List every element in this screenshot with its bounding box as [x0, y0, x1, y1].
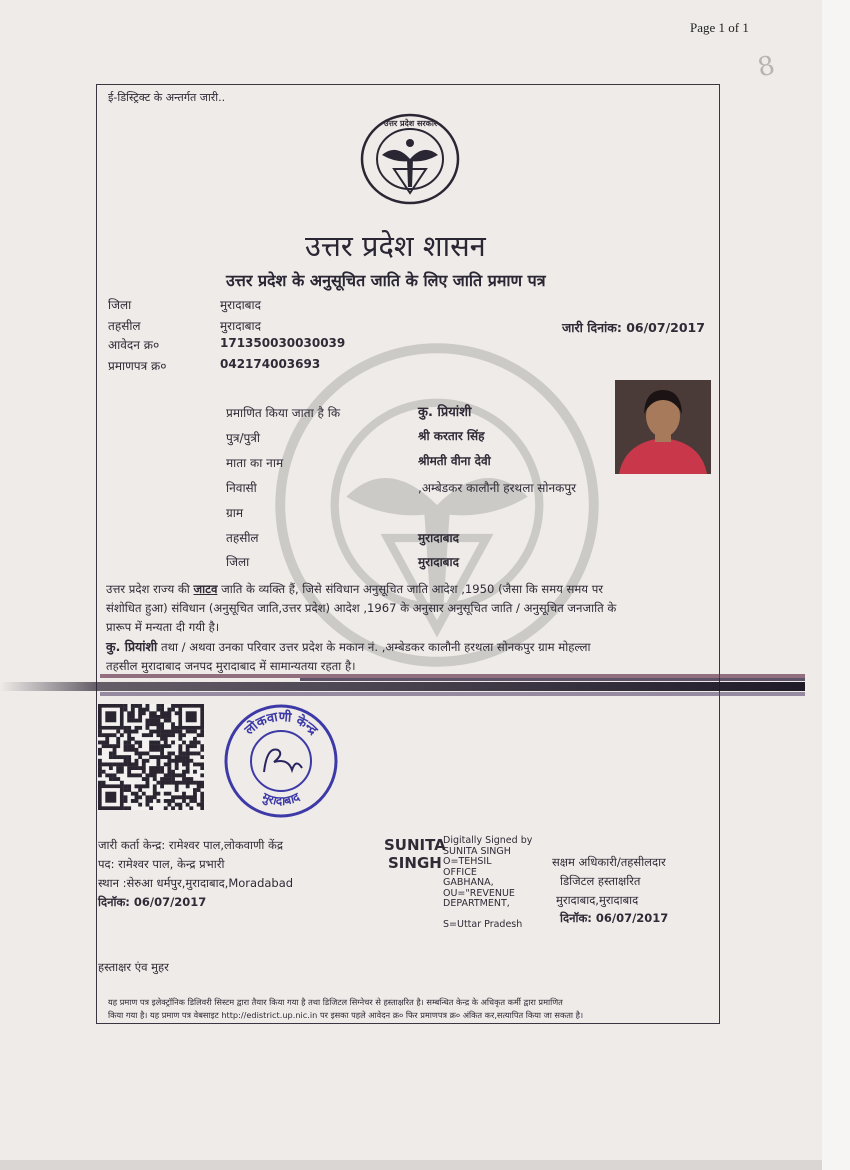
- handwritten-mark: 8: [755, 50, 778, 84]
- holder-name: कु. प्रियांशी: [418, 405, 472, 420]
- resident-value: ,अम्बेडकर कालौनी हरथला सोनकपुर: [418, 481, 577, 495]
- issuer-post: पद: रामेश्वर पाल, केन्द्र प्रभारी: [98, 857, 225, 871]
- paragraph-text: तथा / अथवा उनका परिवार उत्तर प्रदेश के मकान नं. ,अम्बेडकर कालौनी हरथला सोनकपुर ग्राम मोहल्ला: [157, 640, 591, 654]
- signature-line: S=Uttar Pradesh: [443, 918, 523, 930]
- paragraph-text: जाति के व्यक्ति हैं, जिसे संविधान अनुसूचित जाति आदेश ,1950 (जैसा कि समय समय पर: [217, 582, 604, 596]
- parent-label: पुत्र/पुत्री: [226, 431, 261, 445]
- authority-line-2: डिजिटल हस्ताक्षरित: [560, 874, 641, 888]
- certificate-paragraph: [106, 580, 706, 676]
- village-label: ग्राम: [226, 506, 244, 520]
- issuer-place: स्थान :सेरुआ धर्मपुर,मुरादाबाद,Moradabad: [98, 876, 294, 890]
- signature-line: O=TEHSIL: [443, 856, 492, 867]
- paragraph-line-3: प्रारूप में मन्यता दी गयी है।: [106, 620, 220, 634]
- signature-line: SUNITA SINGH: [443, 845, 511, 857]
- signature-line: Digitally Signed by: [443, 835, 533, 846]
- certificate-no-value: 042174003693: [220, 357, 321, 371]
- issue-date: जारी दिनांक: 06/07/2017: [562, 320, 705, 335]
- resident-label: निवासी: [226, 481, 257, 495]
- page-number: Page 1 of 1: [690, 20, 749, 35]
- footer-line-1: यह प्रमाण पत्र इलेक्ट्रॉनिक डिलिवरी सिस्टम द्वारा तैयार किया गया है तथा डिजिटल सिग्नेचर से हस्ताक्षरित है। सम्बन्धित केन्द्र के अधिकृत कर्मी द्वारा प्रमाणित: [108, 997, 563, 1007]
- certificate-subtitle: उत्तर प्रदेश के अनुसूचित जाति के लिए जाति प्रमाण पत्र: [226, 271, 546, 290]
- sign-and-seal-label: हस्ताक्षर एंव मुहर: [98, 960, 169, 974]
- footer-note: [108, 996, 710, 1022]
- caste-name: जाटव: [193, 582, 218, 596]
- signature-line: OFFICE: [443, 866, 477, 878]
- paper-edge: [822, 0, 850, 1170]
- authority-line-1: सक्षम अधिकारी/तहसीलदार: [552, 855, 666, 869]
- qr-code: [98, 704, 204, 810]
- certificate-no-label: प्रमाणपत्र क्र०: [108, 359, 167, 373]
- paragraph-line-2: संशोधित हुआ) संविधान (अनुसूचित जाति,उत्तर प्रदेश) आदेश ,1967 के अनुसार अनुसूचित जाति / अनुसूचित जनजाति के: [106, 601, 617, 615]
- stamp-bottom-text: मुरादाबाद: [260, 789, 302, 809]
- tehsil-label: तहसील: [108, 319, 141, 333]
- issuer-date: दिनॉक: 06/07/2017: [98, 895, 207, 909]
- emblem-text: उत्तर प्रदेश सरकार: [384, 119, 438, 128]
- applicant-photo: [615, 380, 711, 474]
- signature-line: DEPARTMENT,: [443, 898, 510, 909]
- authority-line-3: मुरादाबाद,मुरादाबाद: [556, 893, 639, 907]
- svg-text:मुरादाबाद: [259, 789, 303, 808]
- rubber-stamp: [222, 702, 340, 820]
- signer-name-line-2: SINGH: [388, 854, 442, 872]
- issued-under-note: ई-डिस्ट्रिक्ट के अन्तर्गत जारी..: [108, 91, 226, 104]
- district-label: जिला: [108, 298, 132, 312]
- certificate-title: उत्तर प्रदेश शासन: [305, 229, 486, 263]
- paragraph-line-1: [106, 580, 706, 599]
- signature-details: [443, 836, 532, 930]
- tehsil-value: मुरादाबाद: [220, 319, 262, 333]
- application-no-label: आवेदन क्र०: [108, 338, 160, 352]
- issuing-center: जारी कर्ता केन्द्र: रामेश्वर पाल,लोकवाणी केंद्र: [98, 838, 283, 852]
- stamp-top-text: लोकवाणी केन्द्र: [242, 709, 321, 739]
- paragraph-holder-name: कु. प्रियांशी: [106, 639, 158, 654]
- holder-tehsil-label: तहसील: [226, 531, 259, 545]
- scan-streak: [0, 668, 805, 702]
- holder-district-value: मुरादाबाद: [418, 555, 460, 569]
- holder-tehsil-value: मुरादाबाद: [418, 531, 460, 545]
- district-value: मुरादाबाद: [220, 298, 262, 312]
- mother-value: श्रीमती वीना देवी: [418, 454, 491, 468]
- application-no-value: 171350030030039: [220, 336, 346, 350]
- parent-value: श्री करतार सिंह: [418, 429, 485, 443]
- holder-district-label: जिला: [226, 555, 250, 569]
- signature-line: OU="REVENUE: [443, 887, 515, 899]
- authority-line-4: दिनॉक: 06/07/2017: [560, 911, 669, 925]
- signature-line: GABHANA,: [443, 877, 494, 888]
- paragraph-text: उत्तर प्रदेश राज्य की: [106, 582, 194, 596]
- footer-line-2: किया गया है। यह प्रमाण पत्र वेबसाइट http://edistrict.up.nic.in पर इसका पहले आवेदन क्र० फिर प्रमाणपत्र क्र० अंकित कर,सत्यापित किया जा सकता है।: [108, 1010, 584, 1020]
- mother-label: माता का नाम: [226, 456, 284, 470]
- signer-name-line-1: SUNITA: [384, 836, 446, 854]
- paragraph-line-4: [106, 637, 706, 657]
- certify-label: प्रमाणित किया जाता है कि: [226, 406, 341, 420]
- paragraph-line-5: तहसील मुरादाबाद जनपद मुरादाबाद में सामान्यतया रहता है।: [106, 659, 356, 673]
